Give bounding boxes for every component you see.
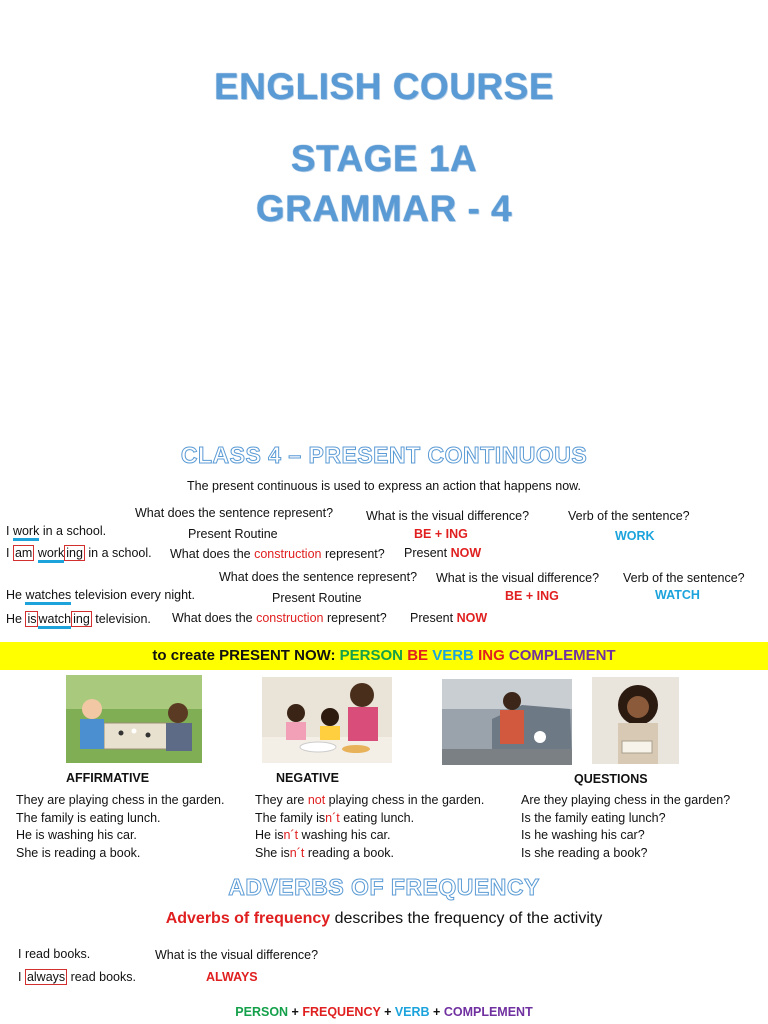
adverb-box: always <box>26 970 66 984</box>
list-item: She is reading a book. <box>16 845 141 860</box>
affirmative-heading: AFFIRMATIVE <box>66 771 150 785</box>
adverb-formula: PERSON + FREQUENCY + VERB + COMPLEMENT <box>235 1005 533 1019</box>
list-item: The family isn´t eating lunch. <box>255 810 415 825</box>
verb-underline: work <box>38 546 64 563</box>
verb-underline: watches <box>25 588 71 605</box>
answer-verb-2: WATCH <box>655 588 700 602</box>
adverbs-description: Adverbs of frequency describes the frequency of the activity <box>165 910 603 927</box>
answer-verb-1: WORK <box>615 529 655 543</box>
sentence-routine-1: I work in a school. <box>6 524 106 538</box>
list-item: Are they playing chess in the garden? <box>521 793 731 807</box>
list-item: He isn´t washing his car. <box>255 828 391 842</box>
q-construction-2: What does the construction represent? <box>172 611 387 625</box>
list-item: The family is eating lunch. <box>16 810 161 825</box>
sentence-now-2: He is watch ing television. <box>6 612 151 626</box>
adverb-q-visual: What is the visual difference? <box>155 948 319 962</box>
list-item: They are not playing chess in the garden. <box>255 793 485 807</box>
questions-list <box>521 792 730 862</box>
list-item: He is washing his car. <box>16 828 137 842</box>
q-represent-2: What does the sentence represent? <box>219 570 418 584</box>
be-box: is <box>27 612 37 626</box>
stage-title: STAGE 1A <box>290 138 478 179</box>
be-box: am <box>14 546 33 560</box>
adverb-sentence-2: I always read books. <box>18 970 136 984</box>
formula-banner: to create PRESENT NOW: PERSON BE VERB ING COMPLEMENT <box>0 642 768 670</box>
answer-routine-2: Present Routine <box>272 591 362 605</box>
intro-text: The present continuous is used to express an action that happens now. <box>186 479 581 493</box>
adverb-answer: ALWAYS <box>206 970 258 984</box>
q-visual-2: What is the visual difference? <box>436 571 600 585</box>
affirmative-list <box>16 792 224 862</box>
adverb-sentence-1: I read books. <box>18 947 91 961</box>
adverbs-title: ADVERBS OF FREQUENCY <box>228 874 540 900</box>
answer-be-ing-1: BE + ING <box>414 527 468 541</box>
sentence-routine-2: He watches television every night. <box>6 588 195 602</box>
answer-be-ing-2: BE + ING <box>505 589 559 603</box>
sentence-now-1: I am work ing in a school. <box>6 546 152 560</box>
course-title: ENGLISH COURSE <box>213 66 555 107</box>
ing-box: ing <box>73 612 90 626</box>
q-represent-1: What does the sentence represent? <box>135 506 334 520</box>
list-item: They are playing chess in the garden. <box>16 793 225 807</box>
q-verb-1: Verb of the sentence? <box>568 509 690 523</box>
verb-underline: watch <box>38 612 71 629</box>
class-title: CLASS 4 – PRESENT CONTINUOUS <box>180 442 588 468</box>
grammar-title: GRAMMAR - 4 <box>255 188 513 229</box>
q-visual-1: What is the visual difference? <box>366 509 530 523</box>
ing-box: ing <box>66 546 83 560</box>
q-construction-1: What does the construction represent? <box>170 547 385 561</box>
negative-heading: NEGATIVE <box>276 771 339 785</box>
list-item: Is she reading a book? <box>521 845 648 860</box>
answer-routine-1: Present Routine <box>188 527 278 541</box>
family-lunch-photo <box>262 677 392 763</box>
list-item: She isn´t reading a book. <box>255 845 394 860</box>
list-item: Is the family eating lunch? <box>521 810 666 825</box>
chess-photo <box>66 675 202 763</box>
car-washing-photo <box>442 679 572 765</box>
answer-now-2: Present NOW <box>410 611 488 625</box>
verb-underline: work <box>13 524 39 541</box>
list-item: Is he washing his car? <box>521 828 645 842</box>
q-verb-2: Verb of the sentence? <box>623 571 745 585</box>
answer-now-1: Present NOW <box>404 546 482 560</box>
reading-photo <box>592 677 679 764</box>
questions-heading: QUESTIONS <box>574 772 648 786</box>
negative-list <box>255 792 484 862</box>
